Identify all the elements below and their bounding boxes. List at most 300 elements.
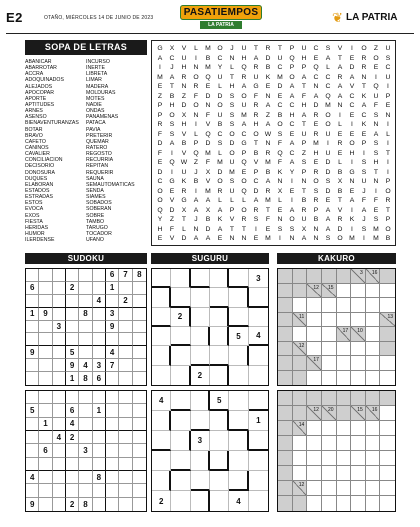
suguru-cell[interactable] — [249, 451, 268, 471]
suguru-cell[interactable] — [249, 431, 268, 451]
word-search-letter[interactable]: H — [289, 111, 295, 119]
suguru-cell[interactable] — [249, 346, 268, 365]
word-search-letter[interactable]: A — [217, 206, 223, 214]
word-search-letter[interactable]: D — [229, 140, 235, 147]
suguru-cell[interactable] — [191, 471, 210, 491]
kakuro-cell[interactable] — [366, 327, 381, 342]
word-search-letter[interactable]: S — [325, 45, 331, 52]
word-search-letter[interactable]: A — [373, 130, 379, 138]
word-search-letter[interactable]: V — [181, 45, 187, 52]
suguru-cell[interactable] — [210, 346, 229, 365]
word-search-letter[interactable]: S — [229, 178, 235, 185]
word-search-letter[interactable]: D — [157, 168, 163, 176]
sudoku-cell[interactable] — [133, 471, 146, 484]
word-search-letter[interactable]: A — [337, 92, 343, 100]
sudoku-cell[interactable] — [66, 333, 79, 346]
kakuro-cell[interactable] — [337, 436, 352, 451]
kakuro-cell[interactable] — [366, 466, 381, 481]
word-search-letter[interactable]: A — [313, 92, 319, 100]
suguru-cell[interactable] — [210, 491, 229, 511]
word-search-letter[interactable]: O — [157, 197, 163, 204]
word-search-letter[interactable]: E — [217, 235, 223, 242]
sudoku-cell[interactable] — [53, 391, 66, 404]
word-search-letter[interactable]: C — [289, 102, 295, 109]
kakuro-cell[interactable] — [337, 356, 352, 371]
sudoku-cell[interactable] — [106, 498, 119, 511]
word-search-letter[interactable]: X — [205, 168, 211, 176]
word-search-letter[interactable]: C — [217, 130, 223, 138]
kakuro-cell[interactable] — [307, 313, 322, 328]
word-search-letter[interactable]: M — [157, 73, 163, 81]
kakuro-cell[interactable] — [322, 436, 337, 451]
word-search-letter[interactable]: D — [217, 168, 223, 176]
word-search-letter[interactable]: D — [205, 225, 211, 233]
word-search-letter[interactable]: D — [325, 168, 331, 176]
word-search-letter[interactable]: S — [325, 235, 331, 242]
kakuro-cell[interactable] — [322, 496, 337, 511]
sudoku-cell[interactable]: 4 — [66, 418, 79, 431]
sudoku-cell[interactable] — [26, 418, 39, 431]
sudoku-cell[interactable] — [119, 471, 132, 484]
suguru-cell[interactable]: 2 — [171, 308, 190, 327]
word-search-letter[interactable]: B — [265, 168, 271, 176]
suguru-cell[interactable]: 2 — [191, 366, 210, 385]
word-search-letter[interactable]: Q — [205, 73, 211, 81]
suguru-cell[interactable] — [249, 288, 268, 307]
word-search-letter[interactable]: A — [325, 216, 331, 223]
sudoku-cell[interactable] — [39, 295, 52, 308]
word-search-letter[interactable]: E — [337, 149, 343, 157]
word-search-letter[interactable]: O — [385, 225, 391, 233]
sudoku-cell[interactable] — [53, 359, 66, 372]
word-search-letter[interactable]: K — [217, 216, 223, 223]
sudoku-cell[interactable] — [39, 321, 52, 334]
word-search-letter[interactable]: U — [301, 216, 307, 223]
word-search-letter[interactable]: F — [373, 197, 379, 204]
word-search-letter[interactable]: H — [181, 64, 187, 71]
word-search-letter[interactable]: R — [301, 206, 307, 214]
suguru-cell[interactable] — [171, 269, 190, 288]
word-search-letter[interactable]: F — [157, 130, 163, 138]
sudoku-cell[interactable]: 4 — [93, 295, 106, 308]
word-search-letter[interactable]: B — [277, 111, 283, 119]
word-search-letter[interactable]: Q — [205, 130, 211, 138]
kakuro-cell[interactable] — [337, 298, 352, 313]
sudoku-cell[interactable] — [39, 484, 52, 497]
word-search-letter[interactable]: T — [337, 54, 343, 62]
kakuro-cell[interactable] — [307, 371, 322, 386]
kakuro-cell[interactable] — [366, 421, 381, 436]
word-search-letter[interactable]: P — [385, 216, 391, 223]
suguru-cell[interactable] — [171, 288, 190, 307]
suguru-cell[interactable] — [171, 431, 190, 451]
word-search-letter[interactable]: Q — [193, 149, 199, 157]
word-search-letter[interactable]: A — [169, 140, 175, 147]
kakuro-cell[interactable] — [293, 298, 308, 313]
word-search-letter[interactable]: F — [205, 159, 211, 166]
word-search-letter[interactable]: A — [205, 197, 211, 204]
sudoku-cell[interactable] — [106, 458, 119, 471]
word-search-letter[interactable]: Z — [193, 159, 199, 166]
sudoku-cell[interactable] — [93, 346, 106, 359]
word-search-letter[interactable]: S — [229, 92, 235, 100]
word-search-letter[interactable]: Y — [157, 216, 163, 223]
suguru-cell[interactable] — [210, 308, 229, 327]
word-search-letter[interactable]: C — [253, 178, 259, 185]
sudoku-cell[interactable] — [66, 321, 79, 334]
word-search-letter[interactable]: Z — [181, 92, 187, 100]
sudoku-cell[interactable] — [119, 498, 132, 511]
word-search-letter[interactable]: J — [362, 187, 366, 195]
word-search-letter[interactable]: U — [241, 45, 247, 52]
word-search-letter[interactable]: D — [205, 140, 211, 147]
word-search-letter[interactable]: R — [181, 73, 187, 81]
kakuro-cell[interactable] — [366, 496, 381, 511]
suguru-cell[interactable]: 1 — [249, 411, 268, 431]
sudoku-cell[interactable]: 1 — [106, 282, 119, 295]
word-search-letter[interactable]: Z — [157, 92, 163, 100]
word-search-letter[interactable]: Q — [241, 64, 247, 71]
suguru-cell[interactable] — [229, 411, 248, 431]
suguru-cell[interactable] — [210, 411, 229, 431]
kakuro-cell[interactable] — [366, 342, 381, 357]
word-search-letter[interactable]: B — [301, 197, 307, 204]
word-search-letter[interactable]: S — [229, 111, 235, 119]
word-search-letter[interactable]: U — [217, 111, 223, 119]
word-search-letter[interactable]: S — [373, 140, 379, 147]
sudoku-cell[interactable]: 8 — [93, 471, 106, 484]
word-search-letter[interactable]: G — [241, 140, 247, 147]
word-search-letter[interactable]: Q — [241, 187, 247, 195]
word-search-letter[interactable]: S — [325, 178, 331, 185]
word-search-letter[interactable]: X — [337, 178, 343, 185]
word-search-letter[interactable]: C — [277, 64, 283, 71]
sudoku-cell[interactable]: 9 — [106, 321, 119, 334]
sudoku-cell[interactable]: 5 — [26, 404, 39, 417]
sudoku-cell[interactable]: 6 — [26, 282, 39, 295]
kakuro-cell[interactable] — [351, 284, 366, 299]
word-search-letter[interactable]: V — [229, 216, 235, 223]
sudoku-cell[interactable] — [93, 444, 106, 457]
word-search-letter[interactable]: N — [277, 178, 283, 185]
sudoku-cell[interactable] — [53, 269, 66, 282]
word-search-letter[interactable]: G — [169, 178, 175, 185]
word-search-letter[interactable]: M — [229, 168, 235, 176]
suguru-cell[interactable] — [191, 411, 210, 431]
word-search-letter[interactable]: E — [157, 159, 163, 166]
word-search-letter[interactable]: R — [253, 111, 259, 119]
word-search-letter[interactable]: S — [229, 121, 235, 128]
word-search-letter[interactable]: E — [313, 54, 319, 62]
sudoku-cell[interactable]: 9 — [66, 359, 79, 372]
kakuro-cell[interactable] — [307, 466, 322, 481]
sudoku-cell[interactable] — [93, 391, 106, 404]
word-search-letter[interactable]: T — [181, 216, 187, 223]
word-search-letter[interactable]: M — [205, 187, 211, 195]
word-search-letter[interactable]: A — [325, 206, 331, 214]
sudoku-cell[interactable] — [119, 458, 132, 471]
word-search-letter[interactable]: E — [361, 130, 367, 138]
suguru-cell[interactable] — [249, 391, 268, 411]
word-search-letter[interactable]: N — [301, 178, 307, 185]
word-search-letter[interactable]: I — [279, 235, 281, 242]
word-search-letter[interactable]: S — [217, 140, 223, 147]
sudoku-cell[interactable] — [133, 418, 146, 431]
sudoku-cell[interactable] — [79, 269, 92, 282]
word-search-letter[interactable]: C — [361, 111, 367, 119]
kakuro-cell[interactable] — [351, 496, 366, 511]
word-search-letter[interactable]: T — [373, 168, 379, 176]
word-search-letter[interactable]: A — [265, 178, 271, 185]
sudoku-cell[interactable]: 2 — [66, 431, 79, 444]
suguru-cell[interactable] — [152, 411, 171, 431]
word-search-letter[interactable]: B — [205, 216, 211, 223]
word-search-letter[interactable]: B — [385, 235, 391, 242]
word-search-letter[interactable]: D — [349, 64, 355, 71]
sudoku-cell[interactable] — [26, 295, 39, 308]
word-search-letter[interactable]: A — [337, 83, 343, 90]
sudoku-cell[interactable]: 3 — [106, 308, 119, 321]
word-search-letter[interactable]: H — [181, 121, 187, 128]
word-search-letter[interactable]: Q — [169, 159, 175, 166]
kakuro-cell[interactable] — [307, 481, 322, 496]
word-search-letter[interactable]: B — [217, 121, 223, 128]
sudoku-cell[interactable] — [79, 471, 92, 484]
word-search-letter[interactable]: E — [265, 225, 271, 233]
word-search-letter[interactable]: O — [241, 92, 247, 100]
word-search-letter[interactable]: E — [157, 83, 163, 90]
word-search-letter[interactable]: T — [253, 140, 259, 147]
word-search-letter[interactable]: A — [241, 83, 247, 90]
sudoku-cell[interactable] — [133, 321, 146, 334]
word-search-letter[interactable]: H — [157, 225, 163, 233]
sudoku-cell[interactable] — [133, 333, 146, 346]
word-search-letter[interactable]: N — [385, 111, 391, 119]
word-search-letter[interactable]: O — [289, 216, 295, 223]
word-search-letter[interactable]: T — [361, 83, 367, 90]
word-search-letter[interactable]: P — [301, 168, 307, 176]
word-search-letter[interactable]: E — [349, 130, 355, 138]
word-search-letter[interactable]: M — [277, 73, 283, 81]
word-search-letter[interactable]: N — [373, 178, 379, 185]
word-search-letter[interactable]: Z — [169, 216, 175, 223]
word-search-letter[interactable]: U — [253, 73, 259, 81]
word-search-letter[interactable]: E — [325, 197, 331, 204]
sudoku-cell[interactable] — [119, 321, 132, 334]
word-search-letter[interactable]: I — [159, 64, 161, 71]
word-search-letter[interactable]: A — [217, 225, 223, 233]
kakuro-cell[interactable] — [351, 298, 366, 313]
suguru-cell[interactable] — [171, 366, 190, 385]
word-search-letter[interactable]: H — [301, 102, 307, 109]
kakuro-cell[interactable] — [351, 481, 366, 496]
suguru-cell[interactable]: 3 — [191, 431, 210, 451]
sudoku-cell[interactable] — [133, 391, 146, 404]
sudoku-cell[interactable] — [119, 282, 132, 295]
sudoku-cell[interactable] — [133, 484, 146, 497]
word-search-letter[interactable]: V — [337, 45, 343, 52]
word-search-letter[interactable]: I — [375, 73, 377, 81]
kakuro-cell[interactable] — [337, 481, 352, 496]
word-search-letter[interactable]: V — [181, 130, 187, 138]
word-search-letter[interactable]: J — [194, 216, 198, 223]
word-search-letter[interactable]: D — [277, 83, 283, 90]
sudoku-cell[interactable] — [93, 282, 106, 295]
word-search-letter[interactable]: K — [361, 92, 367, 100]
sudoku-cell[interactable] — [119, 431, 132, 444]
word-search-letter[interactable]: Q — [241, 159, 247, 166]
word-search-letter[interactable]: R — [265, 45, 271, 52]
sudoku-cell[interactable] — [53, 295, 66, 308]
word-search-letter[interactable]: R — [313, 130, 319, 138]
word-search-letter[interactable]: A — [289, 83, 295, 90]
word-search-letter[interactable]: E — [313, 159, 319, 166]
sudoku-cell[interactable] — [26, 484, 39, 497]
word-search-letter[interactable]: R — [157, 121, 163, 128]
kakuro-cell[interactable] — [307, 327, 322, 342]
word-search-letter[interactable]: T — [265, 206, 271, 214]
suguru-cell[interactable] — [152, 431, 171, 451]
word-search-letter[interactable]: B — [265, 64, 271, 71]
word-search-letter[interactable]: T — [241, 225, 247, 233]
word-search-letter[interactable]: R — [253, 64, 259, 71]
word-search-letter[interactable]: R — [313, 168, 319, 176]
word-search-letter[interactable]: Z — [373, 45, 379, 52]
suguru-cell[interactable]: 3 — [249, 269, 268, 288]
kakuro-cell[interactable] — [322, 481, 337, 496]
sudoku-cell[interactable]: 5 — [66, 346, 79, 359]
kakuro-cell[interactable] — [307, 298, 322, 313]
word-search-letter[interactable]: O — [289, 73, 295, 81]
word-search-letter[interactable]: U — [325, 149, 331, 157]
word-search-letter[interactable]: Z — [301, 149, 307, 157]
word-search-letter[interactable]: I — [351, 206, 353, 214]
word-search-letter[interactable]: B — [337, 168, 343, 176]
word-search-letter[interactable]: V — [349, 83, 355, 90]
word-search-letter[interactable]: W — [180, 159, 188, 166]
kakuro-cell[interactable] — [337, 451, 352, 466]
sudoku-cell[interactable]: 6 — [93, 372, 106, 385]
word-search-letter[interactable]: T — [277, 45, 283, 52]
word-search-letter[interactable]: M — [265, 197, 271, 204]
sudoku-cell[interactable] — [106, 391, 119, 404]
word-search-letter[interactable]: P — [289, 64, 295, 71]
word-search-letter[interactable]: X — [205, 206, 211, 214]
kakuro-cell[interactable] — [322, 342, 337, 357]
word-search-letter[interactable]: D — [157, 140, 163, 147]
word-search-letter[interactable]: R — [253, 206, 259, 214]
sudoku-cell[interactable]: 7 — [119, 269, 132, 282]
sudoku-cell[interactable]: 6 — [39, 444, 52, 457]
suguru-cell[interactable] — [210, 451, 229, 471]
word-search-letter[interactable]: P — [289, 45, 295, 52]
sudoku-cell[interactable] — [39, 346, 52, 359]
word-search-letter[interactable]: I — [351, 159, 353, 166]
word-search-letter[interactable]: N — [193, 111, 199, 119]
sudoku-cell[interactable] — [53, 484, 66, 497]
suguru-cell[interactable] — [249, 491, 268, 511]
word-search-letter[interactable]: F — [265, 216, 271, 223]
word-search-letter[interactable]: V — [181, 149, 187, 157]
word-search-letter[interactable]: H — [301, 54, 307, 62]
kakuro-cell[interactable] — [351, 342, 366, 357]
word-search-letter[interactable]: C — [157, 178, 163, 185]
sudoku-cell[interactable] — [66, 391, 79, 404]
word-search-letter[interactable]: I — [351, 45, 353, 52]
sudoku-cell[interactable]: 8 — [133, 269, 146, 282]
word-search-letter[interactable]: V — [337, 206, 343, 214]
sudoku-cell[interactable] — [53, 282, 66, 295]
word-search-letter[interactable]: O — [217, 178, 223, 185]
suguru-cell[interactable] — [191, 391, 210, 411]
word-search-letter[interactable]: U — [217, 73, 223, 81]
word-search-letter[interactable]: I — [195, 121, 197, 128]
word-search-letter[interactable]: P — [253, 168, 259, 176]
word-search-letter[interactable]: O — [325, 111, 331, 119]
word-search-letter[interactable]: J — [170, 64, 174, 71]
suguru-cell[interactable]: 5 — [229, 327, 248, 346]
word-search-letter[interactable]: O — [193, 73, 199, 81]
word-search-letter[interactable]: N — [229, 235, 235, 242]
word-search-letter[interactable]: A — [289, 140, 295, 147]
sudoku-cell[interactable] — [53, 404, 66, 417]
word-search-letter[interactable]: B — [181, 140, 187, 147]
sudoku-cell[interactable]: 7 — [106, 359, 119, 372]
kakuro-cell[interactable] — [366, 481, 381, 496]
word-search-letter[interactable]: H — [349, 149, 355, 157]
word-search-letter[interactable]: P — [157, 102, 163, 109]
sudoku-cell[interactable] — [53, 333, 66, 346]
sudoku-cell[interactable]: 3 — [53, 321, 66, 334]
suguru-cell[interactable] — [152, 346, 171, 365]
word-search-letter[interactable]: M — [373, 235, 379, 242]
word-search-letter[interactable]: L — [326, 64, 330, 71]
word-search-letter[interactable]: A — [241, 121, 247, 128]
sudoku-cell[interactable] — [79, 321, 92, 334]
word-search-letter[interactable]: J — [362, 216, 366, 223]
word-search-letter[interactable]: U — [229, 187, 235, 195]
word-search-letter[interactable]: C — [385, 64, 391, 71]
word-search-letter[interactable]: E — [289, 187, 295, 195]
kakuro-cell[interactable] — [293, 466, 308, 481]
word-search-letter[interactable]: L — [194, 45, 198, 52]
suguru-cell[interactable] — [171, 346, 190, 365]
word-search-letter[interactable]: O — [325, 121, 331, 128]
sudoku-cell[interactable] — [39, 359, 52, 372]
word-search-letter[interactable]: E — [373, 64, 379, 71]
word-search-letter[interactable]: I — [387, 140, 389, 147]
sudoku-cell[interactable] — [119, 418, 132, 431]
suguru-cell[interactable] — [210, 269, 229, 288]
word-search-letter[interactable]: Q — [313, 64, 319, 71]
suguru-cell[interactable] — [191, 269, 210, 288]
word-search-letter[interactable]: S — [361, 225, 367, 233]
suguru-cell[interactable] — [229, 346, 248, 365]
word-search-letter[interactable]: C — [349, 102, 355, 109]
word-search-letter[interactable]: G — [181, 197, 187, 204]
word-search-letter[interactable]: U — [229, 159, 235, 166]
suguru-cell[interactable] — [171, 471, 190, 491]
word-search-letter[interactable]: A — [349, 73, 355, 81]
word-search-letter[interactable]: C — [325, 83, 331, 90]
word-search-letter[interactable]: A — [337, 64, 343, 71]
kakuro-cell[interactable] — [307, 451, 322, 466]
word-search-letter[interactable]: P — [313, 206, 319, 214]
sudoku-cell[interactable] — [66, 458, 79, 471]
word-search-letter[interactable]: I — [375, 187, 377, 195]
suguru-cell[interactable] — [152, 327, 171, 346]
kakuro-cell[interactable] — [380, 421, 395, 436]
